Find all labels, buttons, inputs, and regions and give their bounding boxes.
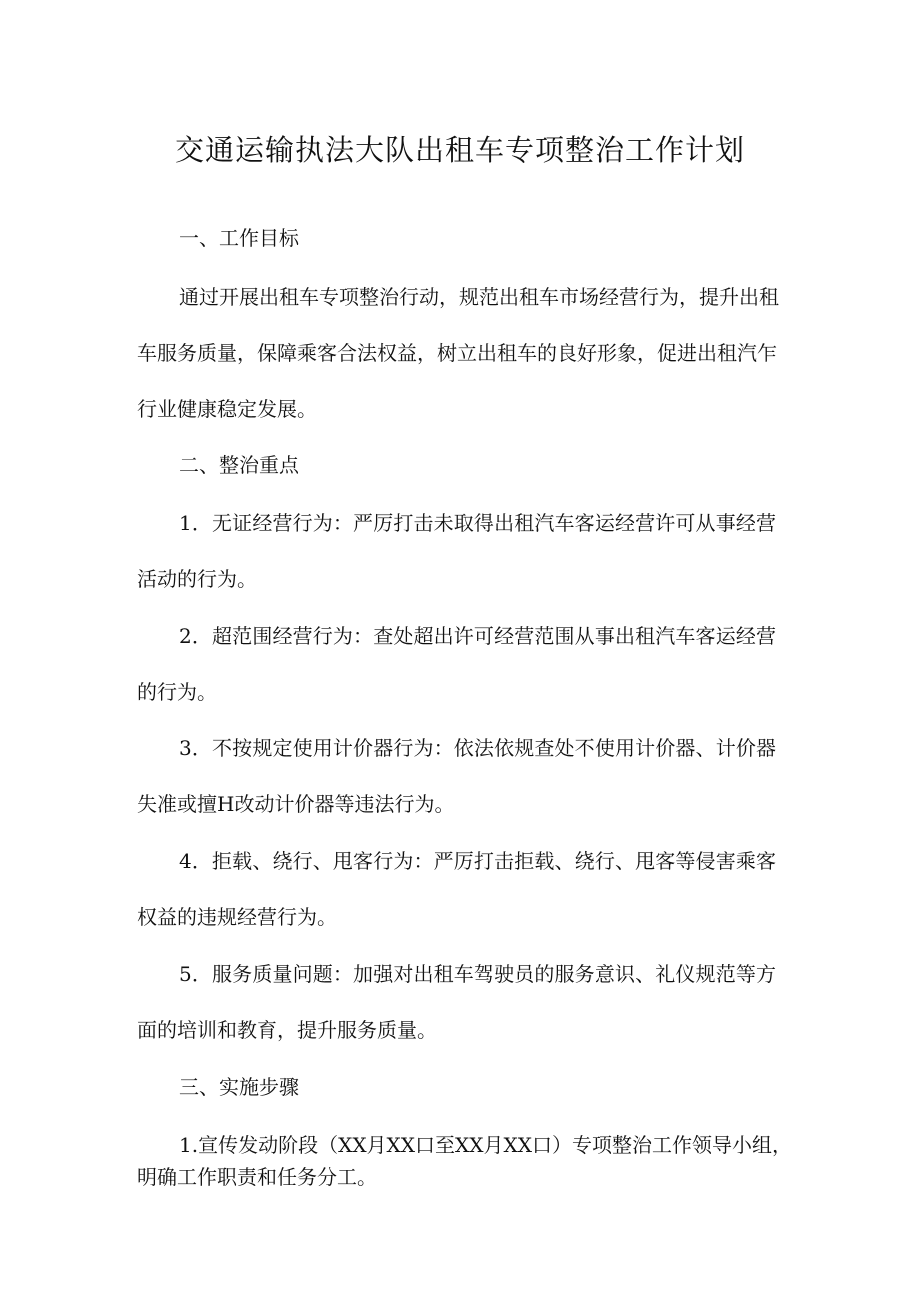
list-item-line: 权益的违规经营行为。 <box>137 905 337 929</box>
section-heading-focus: 二、整治重点 <box>179 453 299 477</box>
document-title: 交通运输执法大队出租车专项整治工作计划 <box>174 133 745 167</box>
list-item-line: 明确工作职责和任务分工。 <box>137 1165 377 1189</box>
list-item-line: 面的培训和教育，提升服务质量。 <box>137 1018 437 1042</box>
list-item-line: 4．拒载、绕行、甩客行为：严厉打击拒载、绕行、甩客等侵害乘客 <box>179 849 776 873</box>
section-heading-goals: 一、工作目标 <box>179 226 299 250</box>
section-heading-steps: 三、实施步骤 <box>179 1075 299 1099</box>
list-item-line: 1．无证经营行为：严厉打击未取得出租汽车客运经营许可从事经营 <box>179 511 776 535</box>
paragraph-line: 通过开展出租车专项整治行动，规范出租车市场经营行为，提升出租 <box>179 285 779 309</box>
list-item-line: 2．超范围经营行为：查处超出许可经营范围从事出租汽车客运经营 <box>179 624 776 648</box>
list-item-line: 1.宣传发动阶段（XX月XX口至XX月XX口）专项整治工作领导小组， <box>179 1133 792 1157</box>
list-item-line: 3．不按规定使用计价器行为：依法依规查处不使用计价器、计价器 <box>179 736 776 760</box>
paragraph-line: 车服务质量，保障乘客合法权益，树立出租车的良好形象，促进出租汽乍 <box>137 341 777 365</box>
list-item-line: 的行为。 <box>137 680 217 704</box>
list-item-line: 失准或擅H改动计价器等违法行为。 <box>137 792 455 816</box>
paragraph-line: 行业健康稳定发展。 <box>137 397 317 421</box>
list-item-line: 活动的行为。 <box>137 567 257 591</box>
list-item-line: 5．服务质量问题：加强对出租车驾驶员的服务意识、礼仪规范等方 <box>179 962 776 986</box>
